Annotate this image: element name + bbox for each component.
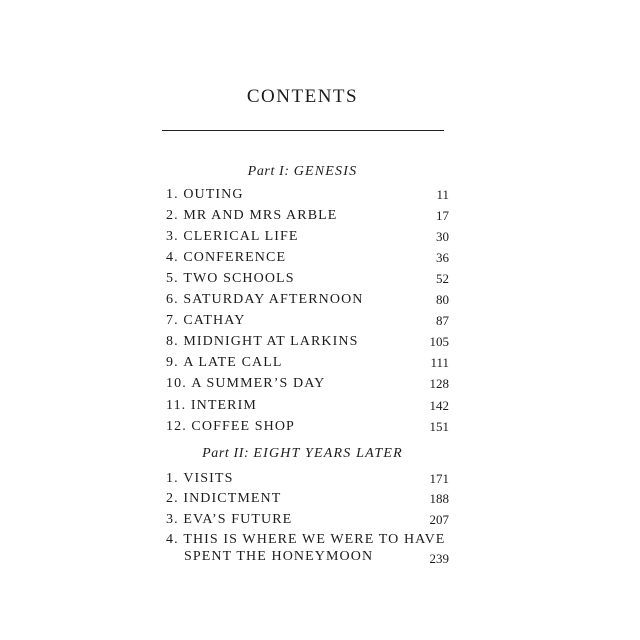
entry-title: EVA’S FUTURE [183, 512, 293, 527]
toc-entry [166, 375, 449, 392]
entry-number: 3. [166, 512, 179, 527]
entry-page-number: 128 [429, 376, 449, 391]
entry-number: 4. [166, 532, 179, 547]
toc-entry [166, 354, 449, 371]
entry-page-number: 171 [429, 471, 449, 486]
toc-entry [166, 333, 449, 350]
part-heading-2 [0, 446, 605, 462]
title-rule [162, 130, 444, 131]
entry-title: SATURDAY AFTERNOON [183, 292, 364, 307]
toc-entry [166, 228, 449, 245]
entry-number: 1. [166, 187, 179, 202]
page-title: CONTENTS [246, 86, 359, 107]
part-prefix: Part II: [202, 446, 250, 461]
entry-title: A LATE CALL [183, 355, 283, 370]
entry-title: TWO SCHOOLS [183, 271, 295, 286]
toc-entry [166, 511, 449, 528]
entry-title: INTERIM [190, 398, 257, 413]
entry-page-number: 17 [436, 208, 449, 223]
entry-title: A SUMMER’S DAY [191, 376, 326, 391]
part-name: GENESIS [293, 164, 358, 179]
entry-page-number: 80 [436, 292, 449, 307]
entry-number: 12. [166, 419, 187, 434]
entry-number: 8. [166, 334, 179, 349]
entry-number: 11. [166, 398, 187, 413]
entry-page-number: 188 [429, 491, 449, 506]
entry-page-number: 151 [429, 419, 449, 434]
entry-page-number: 87 [436, 313, 449, 328]
toc-entry [166, 186, 449, 203]
toc-entry [166, 470, 449, 487]
entry-number: 3. [166, 229, 179, 244]
entry-title: MR AND MRS ARBLE [183, 208, 338, 223]
entry-title: COFFEE SHOP [191, 419, 295, 434]
toc-entry [166, 418, 449, 435]
entry-title: OUTING [183, 187, 244, 202]
entry-title: CLERICAL LIFE [183, 229, 299, 244]
entry-number: 2. [166, 491, 179, 506]
entry-title: MIDNIGHT AT LARKINS [183, 334, 359, 349]
entry-page-number: 207 [429, 512, 449, 527]
entry-page-number: 52 [436, 271, 449, 286]
part-name: EIGHT YEARS LATER [253, 446, 403, 461]
toc-entry [166, 531, 449, 565]
entry-page-number: 239 [429, 551, 449, 566]
entry-title: VISITS [183, 471, 234, 486]
entry-number: 6. [166, 292, 179, 307]
entry-title: INDICTMENT [183, 491, 282, 506]
entry-page-number: 105 [429, 334, 449, 349]
part-prefix: Part I: [247, 164, 290, 179]
entry-title: THIS IS WHERE WE WERE TO HAVE [183, 532, 446, 547]
entry-number: 9. [166, 355, 179, 370]
toc-entry [166, 207, 449, 224]
toc-entry [166, 291, 449, 308]
part-heading-1 [0, 164, 605, 180]
entry-number: 10. [166, 376, 187, 391]
entry-page-number: 36 [436, 250, 449, 265]
entry-title: CATHAY [183, 313, 246, 328]
entry-page-number: 11 [436, 187, 449, 202]
entry-number: 5. [166, 271, 179, 286]
toc-entry [166, 249, 449, 266]
toc-entry [166, 397, 449, 414]
entry-page-number: 111 [430, 355, 449, 370]
entry-page-number: 30 [436, 229, 449, 244]
entry-title: CONFERENCE [183, 250, 287, 265]
entry-page-number: 142 [429, 398, 449, 413]
entry-title-continued: SPENT THE HONEYMOON [184, 549, 374, 564]
toc-entry [166, 312, 449, 329]
entry-number: 1. [166, 471, 179, 486]
toc-entry [166, 270, 449, 287]
entry-number: 4. [166, 250, 179, 265]
entry-number: 2. [166, 208, 179, 223]
toc-entry [166, 490, 449, 507]
entry-number: 7. [166, 313, 179, 328]
